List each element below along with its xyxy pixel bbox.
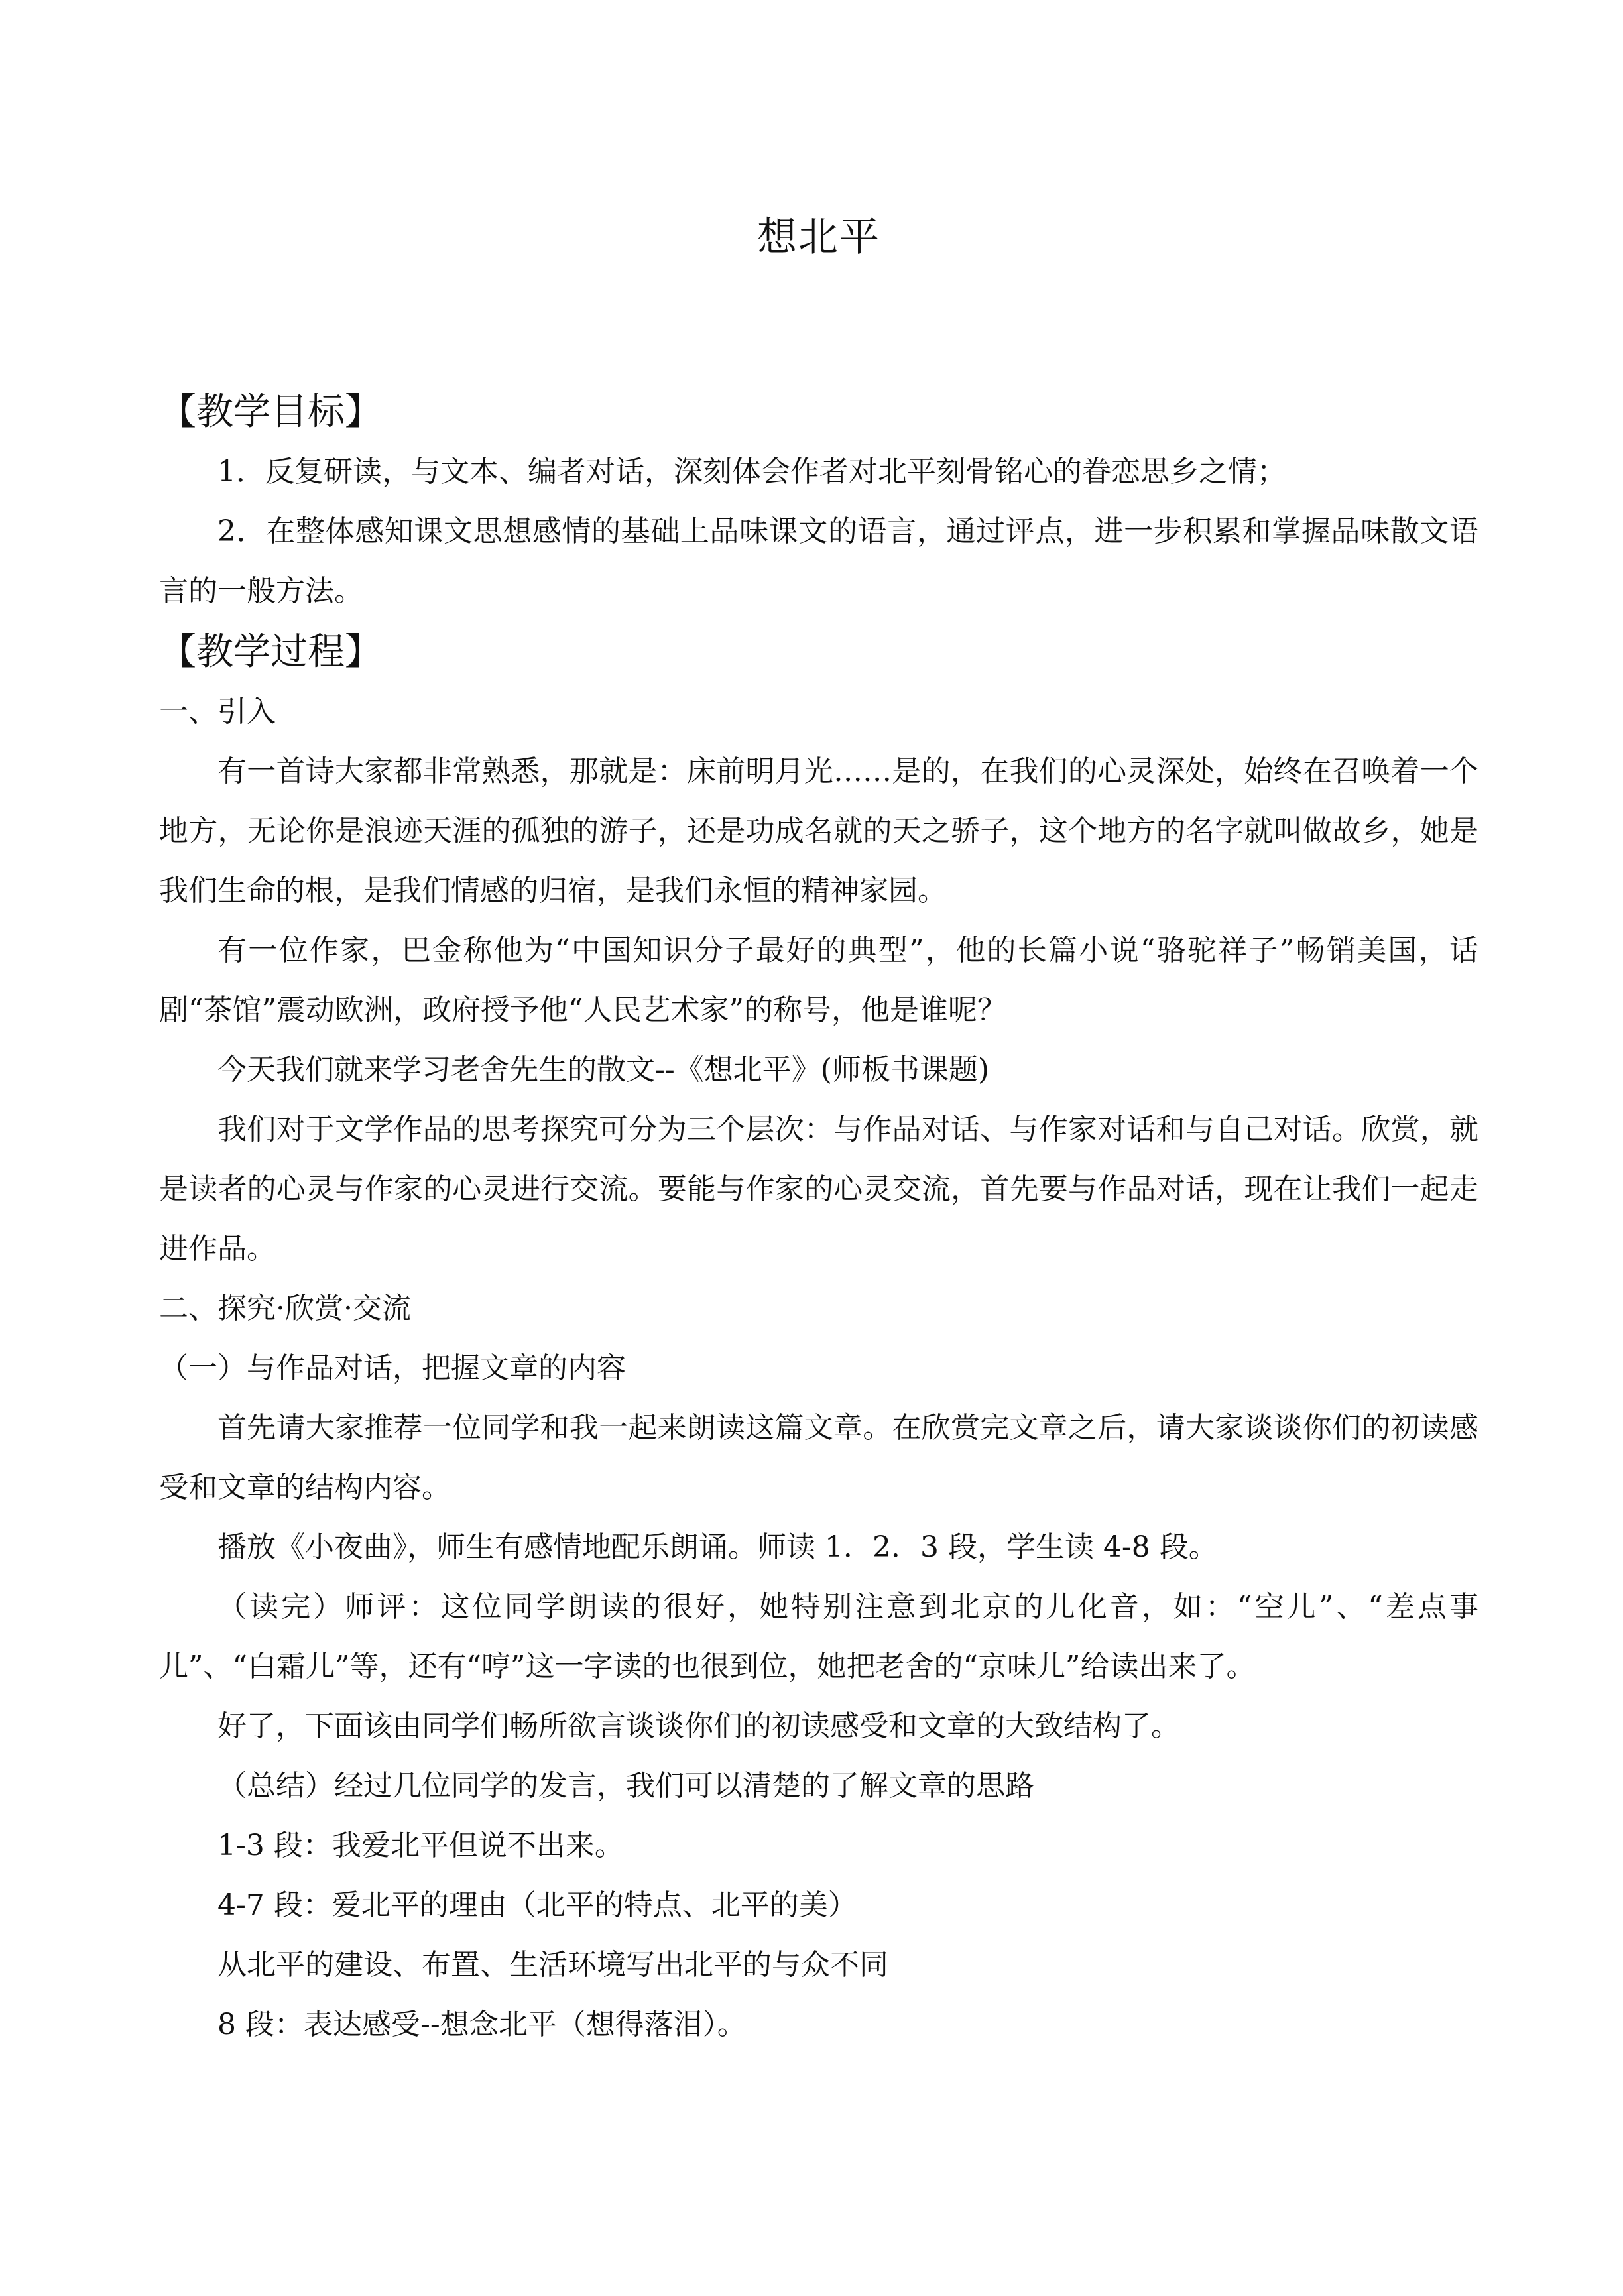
objectives-heading: 【教学目标】 xyxy=(159,391,382,434)
paragraph-author-intro: 有一位作家，巴金称他为“中国知识分子最好的典型”，他的长篇小说“骆驼祥子”畅销美国，话剧“茶馆”震动欧洲，政府授予他“人民艺术家”的称号，他是谁呢？ xyxy=(159,934,1478,1027)
paragraph-section-4-7-detail: 从北平的建设、布置、生活环境写出北平的与众不同 xyxy=(217,1948,888,1982)
document-body xyxy=(159,381,1478,2055)
paragraph-discussion: 好了，下面该由同学们畅所欲言谈谈你们的初读感受和文章的大致结构了。 xyxy=(217,1709,1180,1743)
objective-2: 2．在整体感知课文思想感情的基础上品味课文的语言，通过评点，进一步积累和掌握品味散文语言的一般方法。 xyxy=(159,514,1478,608)
paragraph-three-levels: 我们对于文学作品的思考探究可分为三个层次：与作品对话、与作家对话和与自己对话。欣赏，就是读者的心灵与作家的心灵进行交流。要能与作家的心灵交流，首先要与作品对话，现在让我们一起走进作品。 xyxy=(159,1113,1478,1266)
paragraph-intro-poem: 有一首诗大家都非常熟悉，那就是：床前明月光……是的，在我们的心灵深处，始终在召唤着一个地方，无论你是浪迹天涯的孤独的游子，还是功成名就的天之骄子，这个地方的名字就叫做故乡，她是我们生命的根，是我们情感的归宿，是我们永恒的精神家园。 xyxy=(159,755,1478,908)
paragraph-summary: （总结）经过几位同学的发言，我们可以清楚的了解文章的思路 xyxy=(217,1769,1034,1803)
part2-heading: 二、探究·欣赏·交流 xyxy=(159,1292,411,1325)
paragraph-section-1-3: 1-3 段：我爱北平但说不出来。 xyxy=(217,1829,624,1862)
paragraph-music-reading: 播放《小夜曲》，师生有感情地配乐朗诵。师读 1．2．3 段，学生读 4-8 段。 xyxy=(217,1530,1218,1564)
paragraph-section-8: 8 段：表达感受--想念北平（想得落泪）。 xyxy=(217,2008,747,2041)
paragraph-today-lesson: 今天我们就来学习老舍先生的散文--《想北平》(师板书课题) xyxy=(217,1053,990,1087)
sub1-heading: （一）与作品对话，把握文章的内容 xyxy=(159,1351,626,1385)
process-heading: 【教学过程】 xyxy=(159,631,382,674)
paragraph-teacher-comment: （读完）师评：这位同学朗读的很好，她特别注意到北京的儿化音，如：“空儿”、“差点事儿”、“白霜儿”等，还有“哼”这一字读的也很到位，她把老舍的“京味儿”给读出来了。 xyxy=(159,1590,1478,1683)
objective-1: 1．反复研读，与文本、编者对话，深刻体会作者对北平刻骨铭心的眷恋思乡之情； xyxy=(217,455,1286,489)
paragraph-recommend-reader: 首先请大家推荐一位同学和我一起来朗读这篇文章。在欣赏完文章之后，请大家谈谈你们的初读感受和文章的结构内容。 xyxy=(159,1411,1478,1504)
paragraph-section-4-7: 4-7 段：爱北平的理由（北平的特点、北平的美） xyxy=(217,1888,857,1922)
page-title: 想北平 xyxy=(757,214,880,261)
part1-heading: 一、引入 xyxy=(159,695,276,729)
